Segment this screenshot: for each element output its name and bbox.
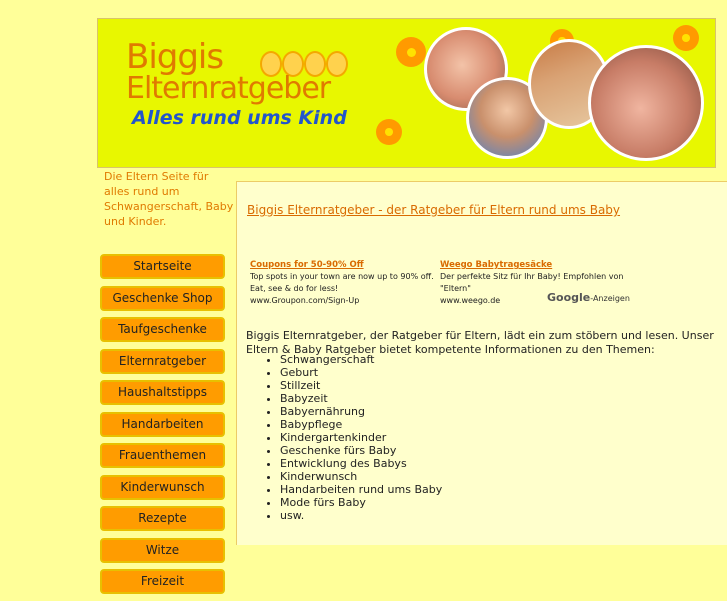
- list-item: • Babyernährung: [280, 405, 442, 418]
- ad-text: Der perfekte Sitz für Ihr Baby! Empfohlen von: [440, 272, 624, 281]
- flower-decoration: [376, 119, 402, 145]
- list-item: • Mode fürs Baby: [280, 496, 442, 509]
- google-ads-label[interactable]: Google-Anzeigen: [547, 291, 630, 304]
- list-item: • Stillzeit: [280, 379, 442, 392]
- ad-url[interactable]: www.Groupon.com/Sign-Up: [250, 296, 360, 305]
- flower-decoration: [396, 37, 426, 67]
- list-item: • Babypflege: [280, 418, 442, 431]
- baby-photo-4: [588, 45, 704, 161]
- nav-item-elternratgeber[interactable]: Elternratgeber: [100, 349, 225, 374]
- ad-title-link[interactable]: Weego Babytragesäcke: [440, 260, 553, 270]
- nav-item-kinderwunsch[interactable]: Kinderwunsch: [100, 475, 225, 500]
- nav-item-handarbeiten[interactable]: Handarbeiten: [100, 412, 225, 437]
- nav-item-haushaltstipps[interactable]: Haushaltstipps: [100, 380, 225, 405]
- intro-text: Biggis Elternratgeber, der Ratgeber für Eltern, lädt ein zum stöbern und lesen. Unser Eltern & Baby Ratgeber bietet kompetente Informationen zu den Themen:: [246, 329, 714, 356]
- nav-item-frauenthemen[interactable]: Frauenthemen: [100, 443, 225, 468]
- nav-item-witze[interactable]: Witze: [100, 538, 225, 563]
- list-item: • Kindergartenkinder: [280, 431, 442, 444]
- google-logo: Google: [547, 291, 591, 304]
- topics-list: [246, 353, 442, 522]
- main-content: [236, 181, 727, 545]
- list-item: • Handarbeiten rund ums Baby: [280, 483, 442, 496]
- list-item: • Entwicklung des Babys: [280, 457, 442, 470]
- ad-text: Top spots in your town are now up to 90% off.: [250, 272, 434, 281]
- site-header-banner: [97, 18, 716, 168]
- list-item: • Geschenke fürs Baby: [280, 444, 442, 457]
- list-item: • Geburt: [280, 366, 442, 379]
- list-item: • Kinderwunsch: [280, 470, 442, 483]
- nav-item-geschenke-shop[interactable]: Geschenke Shop: [100, 286, 225, 311]
- nav-item-taufgeschenke[interactable]: Taufgeschenke: [100, 317, 225, 342]
- nav-item-rezepte[interactable]: Rezepte: [100, 506, 225, 531]
- list-item: • Schwangerschaft: [280, 353, 442, 366]
- logo-title-line1: Biggis: [126, 37, 224, 77]
- flower-decoration: [673, 25, 699, 51]
- site-tagline: Die Eltern Seite für alles rund um Schwangerschaft, Baby und Kinder.: [104, 170, 234, 228]
- nav-item-startseite[interactable]: Startseite: [100, 254, 225, 279]
- list-item: • Babyzeit: [280, 392, 442, 405]
- hero-link[interactable]: Biggis Elternratgeber - der Ratgeber für Eltern rund ums Baby: [247, 203, 621, 217]
- ad-url[interactable]: www.weego.de: [440, 296, 501, 305]
- ad-title-link[interactable]: Coupons for 50-90% Off: [250, 260, 364, 270]
- list-item: • usw.: [280, 509, 442, 522]
- ad-item: [250, 259, 440, 307]
- logo-slogan: Alles rund ums Kind: [132, 107, 347, 129]
- main-navigation: [100, 254, 225, 601]
- nav-item-freizeit[interactable]: Freizeit: [100, 569, 225, 594]
- ad-text: Eat, see & do for less!: [250, 284, 339, 293]
- ad-text: "Eltern": [440, 284, 471, 293]
- logo-title-line2: Elternratgeber: [126, 71, 331, 106]
